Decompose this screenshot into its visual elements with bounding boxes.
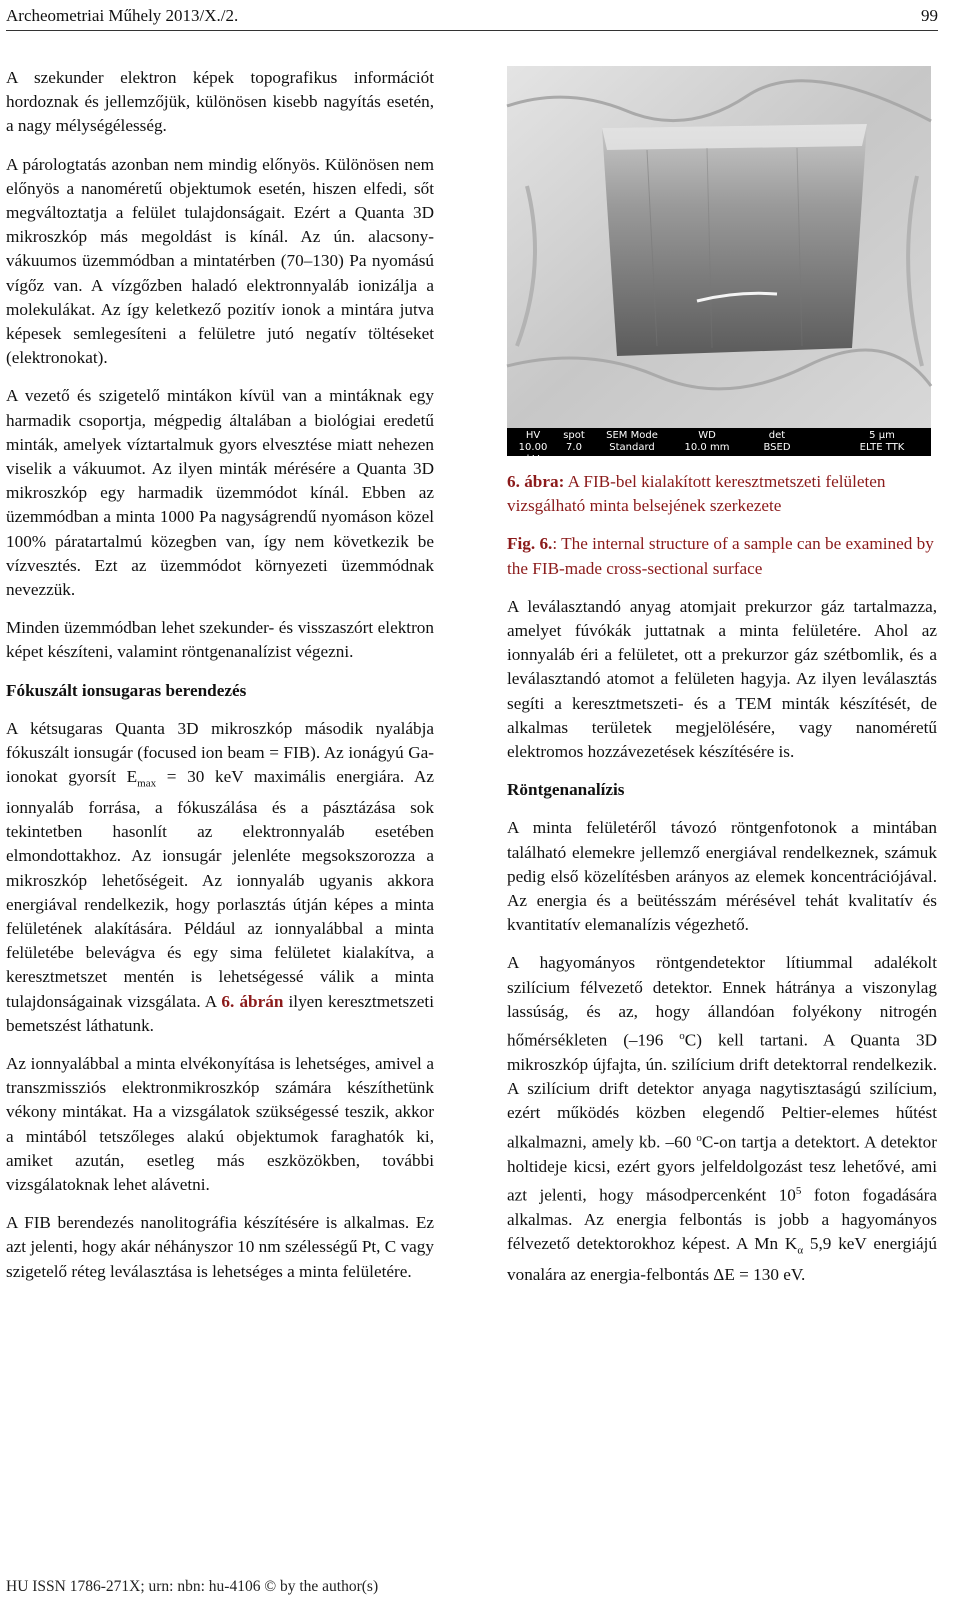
page-footer: HU ISSN 1786-271X; urn: nbn: hu-4106 © by the author(s) [6,1578,379,1595]
paragraph: A minta felületéről távozó röntgenfotonok a mintában található elemekre jellemző energiával rendelkeznek, számuk pedig első közelítésben arányos az elemek koncentrációjával. Az energia és a beütésszám mérésével tehát kvalitatív és kvantitatív elemanalízis végezhető. [507,818,937,935]
paragraph: A FIB berendezés nanolitográfia készítésére is alkalmas. Ez azt jelenti, hogy akár néhányszor 10 nm szélességű Pt, C vagy szigetelő réteg leválasztása is lehetséges a minta felületére. [6,1213,434,1281]
figure-caption-hu: 6. ábra: A FIB-bel kialakított keresztmetszeti felületen vizsgálható minta belsejének szerkezete [507,472,886,516]
paragraph: Az ionnyalábbal a minta elvékonyítása is lehetséges, amivel a transzmissziós elektronmikroszkóp számára készíthetünk vékony mintákat. Ha a vizsgálatok szükségessé teszik, akkor a mintából tetszőleges alakú objektumok faraghatók ki, amiket azután, esetleg más eszközökben, további vizsgálatoknak lehet alávetni. [6,1053,434,1194]
figure-caption-en: Fig. 6.: The internal structure of a sample can be examined by the FIB-made cross-sectional surface [507,534,934,578]
paragraph: A leválasztandó anyag atomjait prekurzor gáz tartalmazza, amelyet fúvókák juttatnak a minta felületére. Ahol az ionnyaláb éri a felületet, ott a prekurzor gáz szétbomlik, és a leválasztandó atomot a felületen hagyja. Az ilyen leválasztás segíti a keresztmetszeti- és a TEM minták készítését, de alkalmas területek megjelölésére, vagy nanoméretű elektromos hozzávezetések készítésére is. [507,596,937,762]
paragraph: A hagyományos röntgendetektor lítiummal adalékolt szilícium félvezető detektor. Ennek hátránya a viszonylag lassúság, és az, hogy állandóan folyékony nitrogén hőmérsékleten (–196 $^o$C) kell tartani. A Quanta 3D mikroszkóp újfajta, ún. szilícium drift detektorral rendelkezik. A szilícium drift detektor anyaga nagytisztaságú szilícium, ezért működés közben elegendő Peltier-elemes hűtést alkalmazni, amely kb. –60 $^o$C-on tartja a detektort. A detektor holtideje kicsi, ezért gyors jelfeldolgozást tesz lehetővé, ami azt jelenti, hogy másodpercenként $10^5$ foton fogadására alkalmas. Az energia felbontás is jobb a hagyományos félvezető detektorokhoz képest. A Mn $K_\alpha$ 5,9 keV energiájú vonalára az energia-felbontás ΔE = 130 eV. [507,953,937,1284]
right-column [507,66,937,1301]
page-header [6,6,938,31]
scale-bar: 5 µm ELTE TTK [859,430,905,453]
paragraph: Minden üzemmódban lehet szekunder- és visszaszórt elektron képet készíteni, valamint röntgenanalízist végezni. [6,618,434,662]
section-heading: Röntgenanalízis [507,780,625,800]
section-heading: Fókuszált ionsugaras berendezés [6,680,247,700]
figure-reference[interactable]: 6. ábrán [221,991,284,1011]
paragraph: A szekunder elektron képek topografikus információt hordoznak és jellemzőjük, különösen kisebb nagyítás esetén, a nagy mélységélesség. [6,68,434,136]
paragraph: A kétsugaras Quanta 3D mikroszkóp második nyalábja fókuszált ionsugár (focused ion beam = FIB). Az ionágyú Ga-ionokat gyorsít $E_{max} = 30$ keV maximális energiára. Az ionnyaláb forrása, a fókuszálása és a pásztázása sok tekintetben hasonlít az elektronnyaláb esetében elmondottakhoz. Az ionsugár jelenléte megsokszorozza a mikroszkóp lehetőségeit. Az ionnyaláb ugyanis akkora energiával rendelkezik, hogy porlasztás útján képes a minta felületének alakítására. Például az ionnyalábbal a minta felületébe belevágva és egy sima felületet kialakítva, a keresztmetszet mentén is lehetségessé válik a minta tulajdonságainak vizsgálata. A 6. ábrán ilyen keresztmetszeti bemetszést láthatunk. [6,718,434,1035]
paragraph: A párologtatás azonban nem mindig előnyös. Különösen nem előnyös a nanoméretű objektumok esetén, hiszen elfedi, sőt megváltoztatja a felület tulajdonságait. Ezért a Quanta 3D mikroszkóp más megoldást is kínál. Az ún. alacsony-vákuumos üzemmódban a mintatérben (70–130) Pa nyomású vígőz van. A vízgőzben haladó elektronnyaláb ionizálja a molekulákat. Az így keletkező pozitív ionok a mintára jutva képesek semlegesíteni a felületre jutó negatív töltéseket (elektronokat). [6,154,434,368]
paragraph: A vezető és szigetelő mintákon kívül van a mintáknak egy harmadik csoportja, mégpedig általában a biológiai eredetű minták, amelyek víztartalmuk gyors elvesztése miatt nehezen viselik a vákuumot. Az ilyen minták mérésére a Quanta 3D mikroszkóp egy harmadik üzemmódot kínál. Ebben az üzemmódban a minta 1000 Pa nagyságrendű nyomáson közel 100% páratartalmú közegben van, így nem következik be vízvesztés. Ezt az üzemmódot környezeti üzemmódnak nevezzük. [6,386,434,600]
left-column [6,66,434,1298]
sem-image [507,66,931,465]
page-number: 99 [921,6,938,25]
sem-databar: HV 10.00 kV spot 7.0 SEM Mode Standard WD 10.0 mm det BSED 5 µm ELTE TTK [507,428,931,456]
journal-title: Archeometriai Műhely 2013/X./2. [6,6,239,25]
